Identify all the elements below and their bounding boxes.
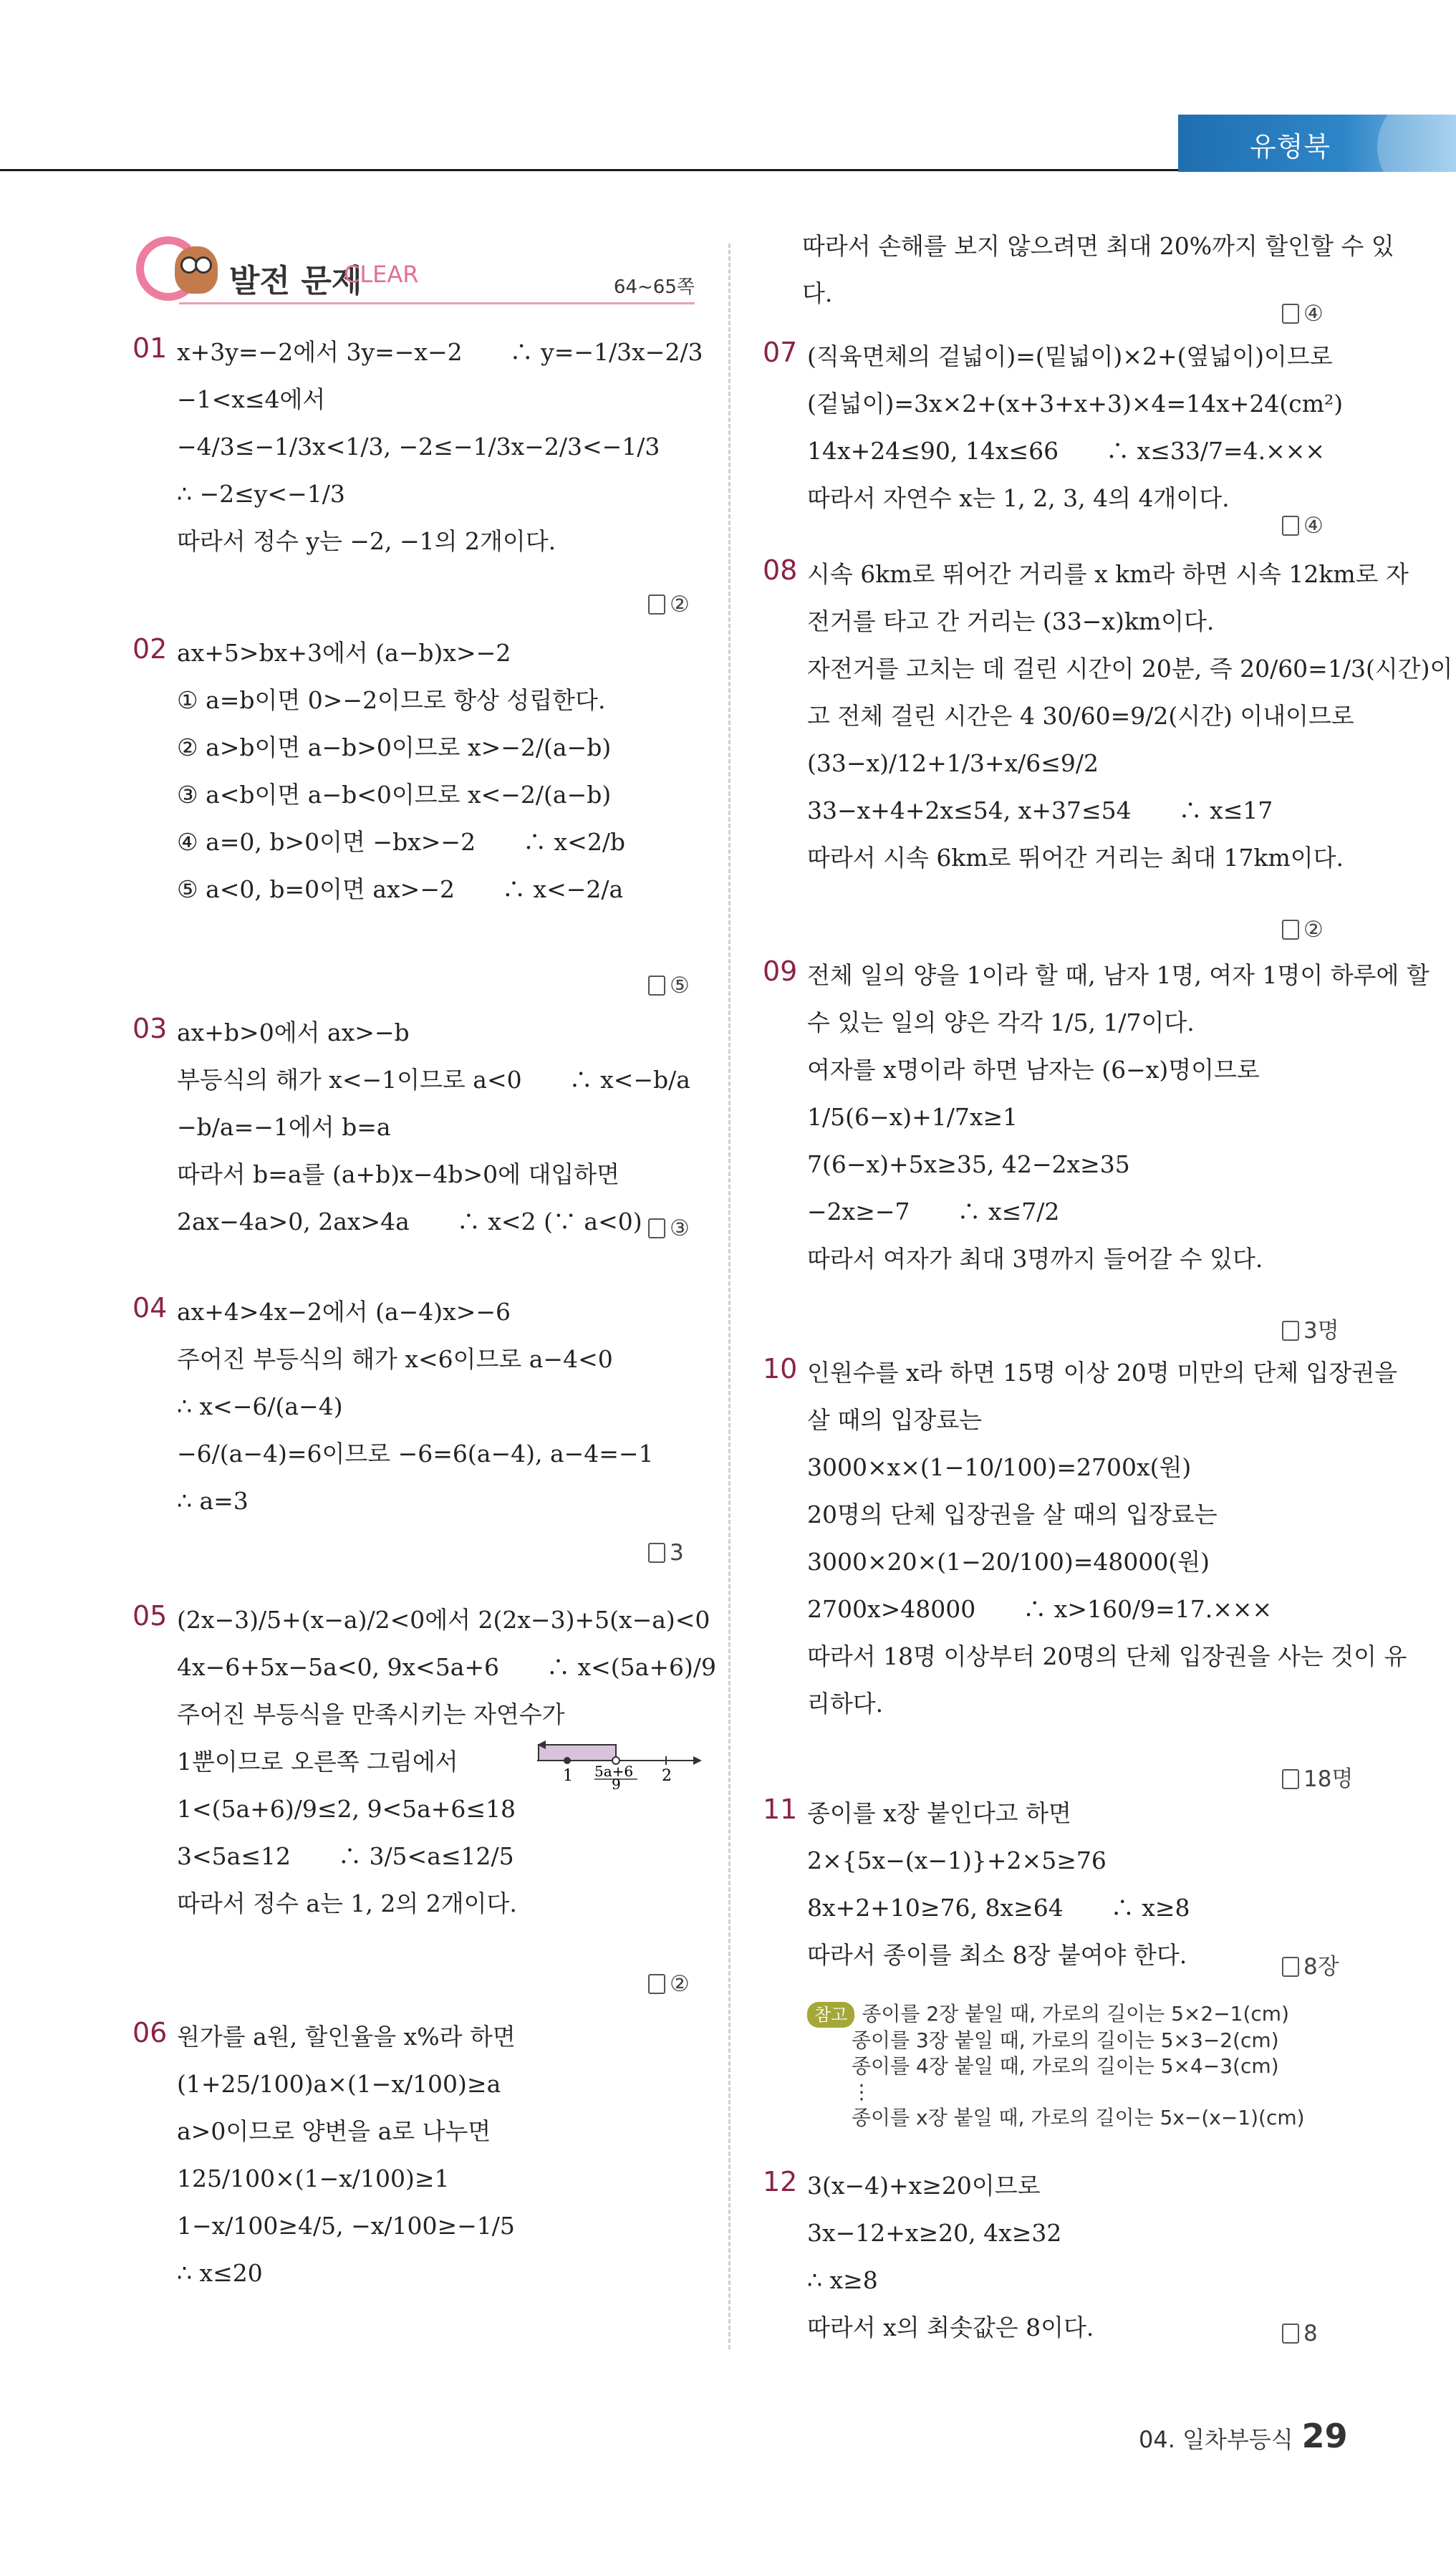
answer-badge	[648, 973, 690, 998]
note-line: 종이를 x장 붙일 때, 가로의 길이는 5x−(x−1)(cm)	[852, 2106, 1305, 2129]
solution-line: 1/5(6−x)+1/7x≥1	[807, 1103, 1018, 1131]
solution-line: (2x−3)/5+(x−a)/2<0에서 2(2x−3)+5(x−a)<0	[177, 1606, 710, 1634]
answer-value: 8	[1303, 2321, 1318, 2346]
solution-line: x+3y=−2에서 3y=−x−2 ∴ y=−1/3x−2/3	[177, 338, 703, 366]
solution-line: 2ax−4a>0, 2ax>4a ∴ x<2 (∵ a<0)	[177, 1208, 642, 1236]
header-title: 발전 문제	[229, 263, 362, 299]
solution-line: 따라서 손해를 보지 않으려면 최대 20%까지 할인할 수 있	[802, 232, 1394, 260]
answer-icon	[1282, 920, 1299, 940]
problem-number: 11	[763, 1793, 798, 1825]
solution-line: −6/(a−4)=6이므로 −6=6(a−4), a−4=−1	[177, 1440, 654, 1468]
solution-line: 1−x/100≥4/5, −x/100≥−1/5	[177, 2212, 515, 2240]
problem-number: 07	[763, 337, 798, 368]
solution-line: 고 전체 걸린 시간은 4 30/60=9/2(시간) 이내이므로	[807, 702, 1354, 730]
problem-number: 05	[132, 1600, 168, 1632]
solution-line: −b/a=−1에서 b=a	[177, 1113, 391, 1141]
solution-line: 14x+24≤90, 14x≤66 ∴ x≤33/7=4.×××	[807, 437, 1326, 465]
header-pages: 64~65쪽	[613, 276, 695, 298]
footer	[1139, 2417, 1348, 2455]
solution-line: (1+25/100)a×(1−x/100)≥a	[177, 2070, 501, 2098]
solution-line: ② a>b이면 a−b>0이므로 x>−2/(a−b)	[177, 733, 612, 761]
section-tab	[1178, 115, 1456, 172]
column-divider	[728, 244, 731, 2349]
solution-line: 리하다.	[807, 1690, 884, 1718]
solution-line: 주어진 부등식의 해가 x<6이므로 a−4<0	[177, 1345, 613, 1373]
answer-badge	[648, 1540, 684, 1566]
solution-line: 4x−6+5x−5a<0, 9x<5a+6 ∴ x<(5a+6)/9	[177, 1653, 716, 1681]
solution-line: −2x≥−7 ∴ x≤7/2	[807, 1198, 1060, 1226]
problem-number: 04	[132, 1292, 168, 1324]
nl-label-1: 1	[563, 1767, 573, 1785]
solution-line: 시속 6km로 뛰어간 거리를 x km라 하면 시속 12km로 자	[807, 560, 1409, 588]
solution-line: −1<x≤4에서	[177, 385, 326, 413]
answer-value: ②	[1303, 917, 1324, 943]
footer-page-number: 29	[1301, 2417, 1348, 2455]
answer-badge	[1282, 1948, 1339, 1980]
problem-number: 10	[763, 1353, 798, 1385]
solution-line: 2×{5x−(x−1)}+2×5≥76	[807, 1846, 1107, 1874]
answer-badge	[648, 1971, 690, 1997]
answer-value: 3	[670, 1540, 684, 1566]
header-subtitle: CLEAR	[344, 261, 419, 288]
footer-section: 04. 일차부등식	[1139, 2426, 1293, 2453]
answer-badge	[648, 592, 690, 617]
header-underline	[179, 302, 695, 304]
answer-badge	[1282, 301, 1324, 327]
answer-badge	[1282, 1312, 1339, 1344]
solution-line: 따라서 x의 최솟값은 8이다.	[807, 2313, 1094, 2341]
solution-line: ∴ −2≤y<−1/3	[177, 480, 345, 508]
solution-line: 3000×20×(1−20/100)=48000(원)	[807, 1548, 1210, 1576]
solution-line: ∴ x≥8	[807, 2266, 878, 2294]
solution-line: 따라서 18명 이상부터 20명의 단체 입장권을 사는 것이 유	[807, 1642, 1407, 1670]
solution-line: ax+b>0에서 ax>−b	[177, 1019, 410, 1046]
problem-number: 08	[763, 554, 798, 586]
problem-number: 06	[132, 2017, 168, 2048]
note-badge: 참고	[807, 2002, 854, 2028]
solution-line: 3000×x×(1−10/100)=2700x(원)	[807, 1453, 1192, 1481]
answer-icon	[1282, 304, 1299, 324]
answer-value: ②	[670, 1971, 690, 1997]
section-header	[136, 236, 695, 315]
solution-line: a>0이므로 양변을 a로 나누면	[177, 2117, 491, 2145]
solution-line: 1뿐이므로 오른쪽 그림에서	[177, 1748, 458, 1776]
solution-line: 전거를 타고 간 거리는 (33−x)km이다.	[807, 607, 1215, 635]
note-line: 종이를 3장 붙일 때, 가로의 길이는 5×3−2(cm)	[852, 2028, 1279, 2052]
answer-icon	[648, 976, 665, 996]
solution-line: 따라서 정수 a는 1, 2의 2개이다.	[177, 1889, 517, 1917]
solution-line: 따라서 시속 6km로 뛰어간 거리는 최대 17km이다.	[807, 844, 1344, 872]
solution-line: (33−x)/12+1/3+x/6≤9/2	[807, 749, 1099, 777]
solution-line: ③ a<b이면 a−b<0이므로 x<−2/(a−b)	[177, 781, 612, 809]
problem-number: 12	[763, 2166, 798, 2197]
solution-line: 20명의 단체 입장권을 살 때의 입장료는	[807, 1501, 1218, 1528]
solution-line: ∴ x≤20	[177, 2259, 263, 2287]
answer-value: 8장	[1303, 1954, 1339, 1980]
note-line: 종이를 4장 붙일 때, 가로의 길이는 5×4−3(cm)	[852, 2054, 1279, 2078]
solution-line: (겉넓이)=3x×2+(x+3+x+3)×4=14x+24(cm²)	[807, 390, 1344, 418]
solution-line: 3x−12+x≥20, 4x≥32	[807, 2219, 1062, 2247]
solution-line: 8x+2+10≥76, 8x≥64 ∴ x≥8	[807, 1894, 1190, 1922]
answer-value: 3명	[1303, 1318, 1339, 1344]
answer-icon	[1282, 1957, 1299, 1977]
answer-icon	[648, 594, 665, 615]
solution-line: 수 있는 일의 양은 각각 1/5, 1/7이다.	[807, 1008, 1195, 1036]
answer-value: ②	[670, 592, 690, 617]
answer-value: ④	[1303, 513, 1324, 539]
solution-line: 원가를 a원, 할인율을 x%라 하면	[177, 2023, 516, 2051]
answer-icon	[1282, 1321, 1299, 1341]
solution-line: 3(x−4)+x≥20이므로	[807, 2172, 1041, 2200]
solution-line: 따라서 b=a를 (a+b)x−4b>0에 대입하면	[177, 1160, 620, 1188]
top-rule	[0, 169, 1178, 171]
note-line: 종이를 2장 붙일 때, 가로의 길이는 5×2−1(cm)	[862, 2002, 1290, 2026]
solution-line: 부등식의 해가 x<−1이므로 a<0 ∴ x<−b/a	[177, 1066, 690, 1094]
solution-line: ∴ x<−6/(a−4)	[177, 1392, 343, 1420]
answer-icon	[648, 1218, 665, 1238]
solution-line: 따라서 종이를 최소 8장 붙여야 한다.	[807, 1941, 1187, 1969]
answer-icon	[648, 1543, 665, 1563]
solution-line: 2700x>48000 ∴ x>160/9=17.×××	[807, 1595, 1273, 1623]
note-block	[807, 2001, 1305, 2131]
answer-icon	[648, 1974, 665, 1994]
solution-line: 따라서 정수 y는 −2, −1의 2개이다.	[177, 527, 556, 555]
solution-line: 인원수를 x라 하면 15명 이상 20명 미만의 단체 입장권을	[807, 1359, 1398, 1387]
solution-line: ⑤ a<0, b=0이면 ax>−2 ∴ x<−2/a	[177, 875, 624, 903]
answer-value: ④	[1303, 301, 1324, 327]
solution-line: (직육면체의 겉넓이)=(밑넓이)×2+(옆넓이)이므로	[807, 342, 1333, 370]
number-line-figure	[537, 1739, 702, 1789]
answer-icon	[1282, 1769, 1299, 1789]
problem-number: 01	[132, 332, 168, 364]
solution-line: ax+5>bx+3에서 (a−b)x>−2	[177, 639, 511, 667]
solution-line: −4/3≤−1/3x<1/3, −2≤−1/3x−2/3<−1/3	[177, 433, 660, 461]
solution-line: ax+4>4x−2에서 (a−4)x>−6	[177, 1298, 511, 1326]
section-tab-label: 유형북	[1250, 131, 1331, 163]
answer-icon	[1282, 2324, 1299, 2344]
solution-line: ① a=b이면 0>−2이므로 항상 성립한다.	[177, 686, 606, 714]
problem-number: 03	[132, 1013, 168, 1044]
solution-line: 따라서 자연수 x는 1, 2, 3, 4의 4개이다.	[807, 484, 1230, 512]
solution-line: ④ a=0, b>0이면 −bx>−2 ∴ x<2/b	[177, 828, 626, 856]
answer-icon	[1282, 516, 1299, 536]
nl-label-den: 9	[612, 1776, 621, 1789]
solution-line: 따라서 여자가 최대 3명까지 들어갈 수 있다.	[807, 1245, 1263, 1273]
solution-line: 다.	[802, 279, 833, 307]
answer-badge	[1282, 1761, 1353, 1793]
answer-value: ⑤	[670, 973, 690, 998]
solution-line: ∴ a=3	[177, 1487, 249, 1515]
answer-badge	[1282, 2321, 1318, 2346]
solution-line: 33−x+4+2x≤54, x+37≤54 ∴ x≤17	[807, 796, 1273, 824]
solution-line: 주어진 부등식을 만족시키는 자연수가	[177, 1700, 565, 1728]
solution-line: 전체 일의 양을 1이라 할 때, 남자 1명, 여자 1명이 하루에 할	[807, 961, 1430, 989]
solution-line: 여자를 x명이라 하면 남자는 (6−x)명이므로	[807, 1056, 1260, 1084]
answer-badge	[1282, 513, 1324, 539]
answer-value: ③	[670, 1215, 690, 1241]
answer-badge	[648, 1215, 690, 1241]
solution-line: 7(6−x)+5x≥35, 42−2x≥35	[807, 1150, 1130, 1178]
owl-mascot-icon	[175, 246, 218, 294]
nl-label-2: 2	[662, 1767, 672, 1785]
answer-badge	[1282, 917, 1324, 943]
solution-line: 종이를 x장 붙인다고 하면	[807, 1799, 1071, 1827]
answer-value: 18명	[1303, 1766, 1354, 1792]
solution-line: 3<5a≤12 ∴ 3/5<a≤12/5	[177, 1842, 514, 1870]
solution-line: 125/100×(1−x/100)≥1	[177, 2165, 450, 2192]
note-line: ⋮	[852, 2080, 872, 2104]
problem-number: 09	[763, 955, 798, 987]
solution-line: 자전거를 고치는 데 걸린 시간이 20분, 즉 20/60=1/3(시간)이	[807, 655, 1453, 683]
solution-line: 살 때의 입장료는	[807, 1406, 983, 1434]
problem-number: 02	[132, 633, 168, 665]
nl-label-num: 5a+6	[594, 1763, 634, 1780]
solution-line: 1<(5a+6)/9≤2, 9<5a+6≤18	[177, 1795, 516, 1823]
